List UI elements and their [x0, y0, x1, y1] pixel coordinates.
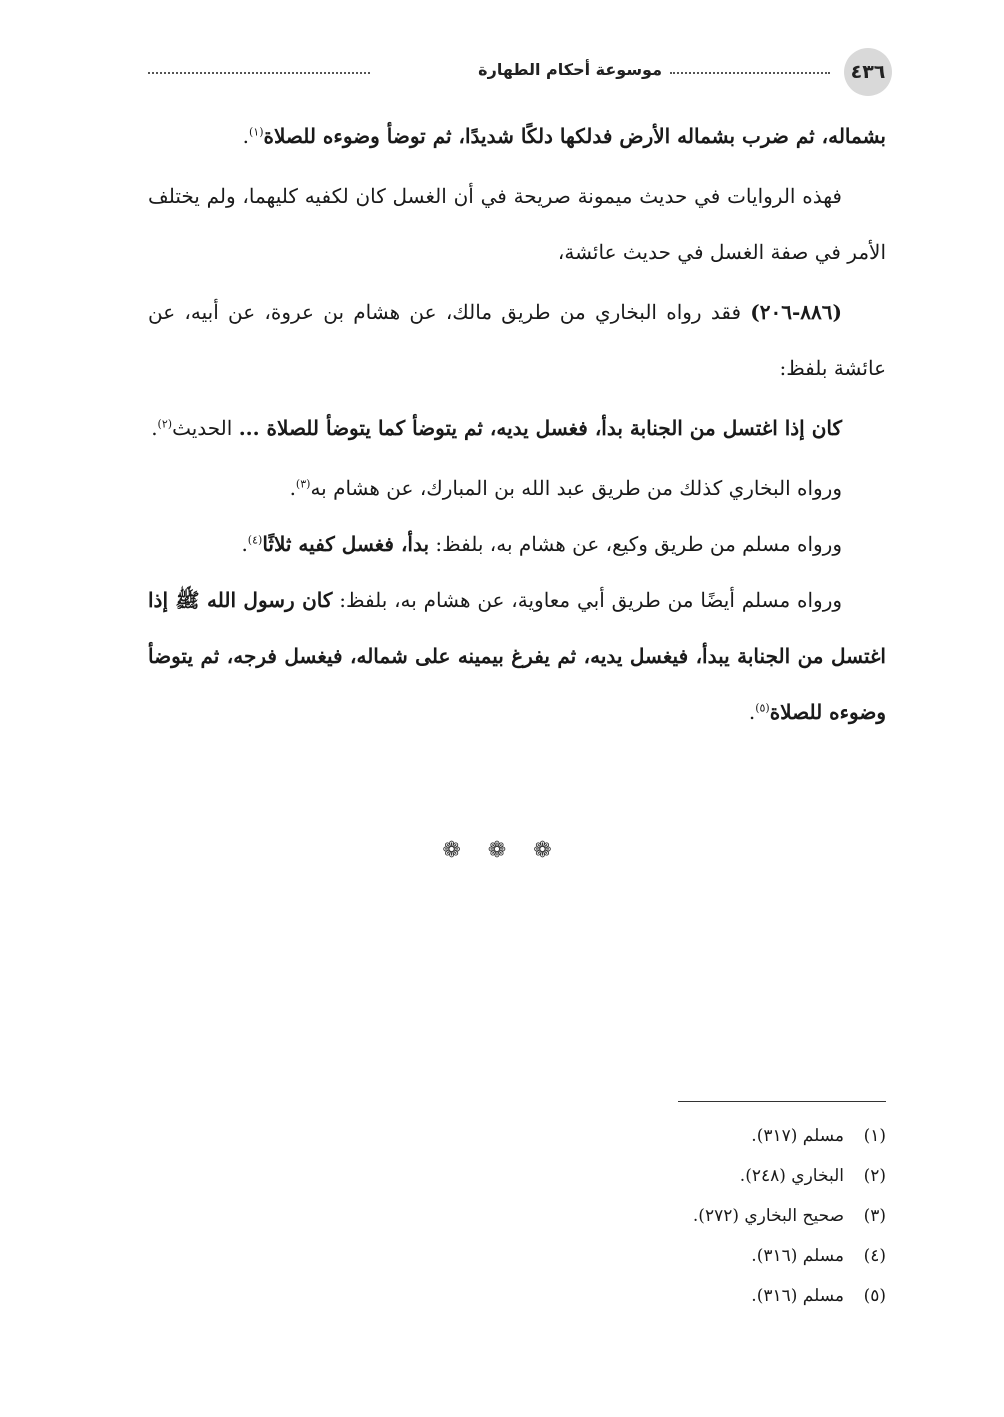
footnote-ref: (١) [248, 125, 264, 139]
footnote: (٥)مسلم (٣١٦). [751, 1286, 886, 1306]
footnote-ref: (٤) [247, 533, 263, 547]
footnote: (١)مسلم (٣١٧). [751, 1126, 886, 1146]
page-number: ٤٣٦ [844, 48, 892, 96]
footnote-ref: (٥) [755, 701, 770, 715]
paragraph: (٨٨٦-٢٠٦) فقد رواه البخاري من طريق مالك، عن هشام بن عروة، عن أبيه، عن عائشة بلفظ: [148, 300, 886, 380]
footnote: (٢)البخاري (٢٤٨). [739, 1166, 886, 1186]
header-dotted-rule [670, 72, 830, 74]
paragraph: بشماله، ثم ضرب بشماله الأرض فدلكها دلكًا شديدًا، ثم توضأ وضوءه للصلاة$^{(١)}$. [242, 124, 886, 148]
header-dotted-rule [148, 72, 370, 74]
running-header [148, 48, 892, 96]
footnote-separator [678, 1101, 886, 1102]
quoted-hadith: كان رسول الله ﷺ إذا اغتسل من الجنابة يبدأ، فيغسل يديه، ثم يفرغ بيمينه على شماله، فيغسل فرجه، ثم يتوضأ وضوءه للصلاة [148, 588, 886, 724]
header-title: موسوعة أحكام الطهارة [478, 60, 662, 79]
quoted-hadith: كان إذا اغتسل من الجنابة بدأ، فغسل يديه، ثم يتوضأ كما يتوضأ للصلاة ... [238, 416, 842, 440]
footnote: (٣)صحيح البخاري (٢٧٢). [692, 1206, 886, 1226]
reference-number: (٨٨٦-٢٠٦) [750, 300, 842, 324]
quoted-hadith: بدأ، فغسل كفيه ثلاثًا [262, 532, 430, 556]
footnote: (٤)مسلم (٣١٦). [751, 1246, 886, 1266]
section-divider-ornament: ❁ ❁ ❁ [442, 838, 562, 863]
paragraph: ورواه مسلم من طريق وكيع، عن هشام به، بلفظ: بدأ، فغسل كفيه ثلاثًا$^{(٤)}$. [241, 532, 842, 556]
footnotes [486, 1116, 886, 1316]
paragraph: فهذه الروايات في حديث ميمونة صريحة في أن الغسل كان لكفيه كليهما، ولم يختلف الأمر في صفة الغسل في حديث عائشة، [148, 184, 886, 264]
paragraph: ورواه مسلم أيضًا من طريق أبي معاوية، عن هشام به، بلفظ: كان رسول الله ﷺ إذا اغتسل من الجنابة يبدأ، فيغسل يديه، ثم يفرغ بيمينه على شماله، فيغسل فرجه، ثم يتوضأ وضوءه للصلاة$^{(٥)}$. [148, 588, 886, 724]
footnote-ref: (٣) [295, 477, 311, 491]
paragraph: كان إذا اغتسل من الجنابة بدأ، فغسل يديه، ثم يتوضأ كما يتوضأ للصلاة ... الحديث$^{(٢)}$. [151, 416, 842, 440]
footnote-ref: (٢) [157, 417, 173, 431]
main-text [148, 108, 886, 740]
paragraph: ورواه البخاري كذلك من طريق عبد الله بن المبارك، عن هشام به$^{(٣)}$. [289, 476, 842, 500]
